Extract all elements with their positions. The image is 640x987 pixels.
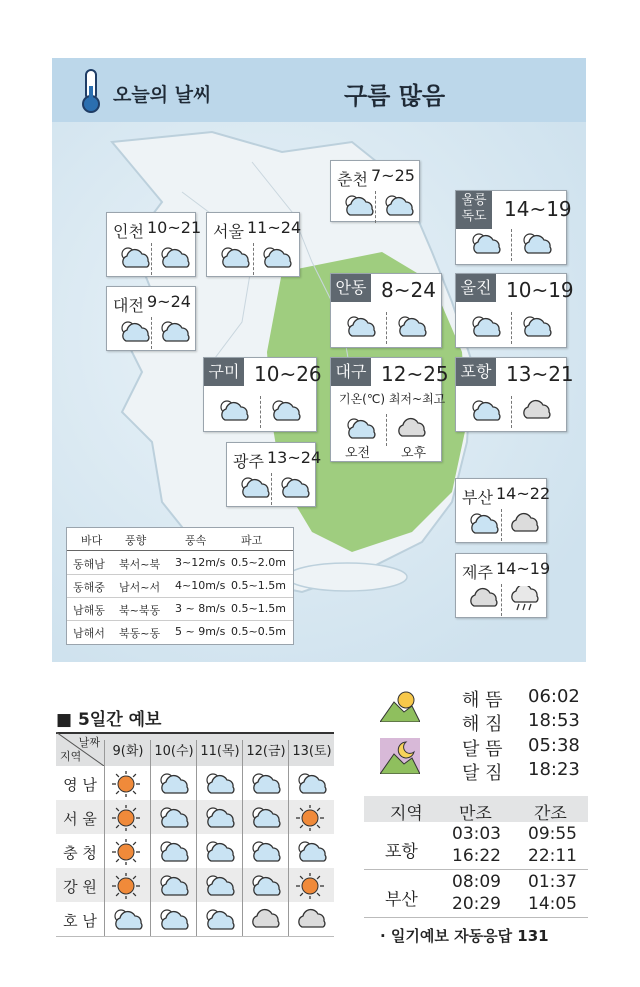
card-divider	[511, 312, 512, 344]
card-divider	[511, 229, 512, 261]
tide-high-2: 20:29	[452, 894, 501, 914]
city-temp: 14~22	[496, 484, 551, 503]
city-name: 안동	[331, 274, 371, 302]
partly-cloudy-icon	[395, 314, 431, 342]
partly-cloudy-icon	[157, 907, 193, 935]
auto-reply-info: · 일기예보 자동응답 131	[380, 927, 549, 945]
cloudy-icon	[520, 398, 554, 424]
partly-cloudy-icon	[203, 771, 239, 799]
weather-summary: 구름 많음	[344, 82, 446, 110]
partly-cloudy-icon	[157, 771, 193, 799]
partly-cloudy-icon	[295, 771, 331, 799]
partly-cloudy-icon	[203, 805, 239, 833]
wind-sea: 동해중	[73, 581, 105, 594]
partly-cloudy-icon	[520, 231, 556, 259]
city-name-line2: 독도	[461, 209, 487, 224]
partly-cloudy-icon	[469, 231, 505, 259]
sunny-icon	[295, 873, 325, 903]
partly-cloudy-icon	[344, 314, 380, 342]
city-temp: 8~24	[381, 278, 436, 302]
wind-speed: 4~10m/s	[175, 579, 226, 592]
partly-cloudy-icon	[520, 314, 556, 342]
partly-cloudy-icon	[269, 398, 305, 426]
city-card-3	[206, 212, 300, 277]
partly-cloudy-icon	[249, 873, 285, 901]
forecast-day: 12(금)	[242, 740, 289, 766]
card-divider	[511, 396, 512, 428]
wave-height: 0.5~2.0m	[231, 556, 286, 569]
cloudy-icon	[467, 586, 501, 612]
city-temp: 14~19	[496, 559, 551, 578]
partly-cloudy-icon	[238, 475, 274, 503]
city-temp: 11~24	[247, 218, 302, 237]
header-speed: 풍속	[185, 534, 207, 547]
partly-cloudy-icon	[249, 805, 285, 833]
card-divider	[501, 584, 502, 616]
sunny-icon	[111, 873, 141, 903]
city-temp: 13~24	[267, 448, 322, 467]
partly-cloudy-icon	[157, 839, 193, 867]
city-temp: 12~25	[381, 362, 449, 386]
wind-row	[67, 575, 293, 598]
city-temp: 14~19	[504, 197, 572, 221]
city-name: 부산	[462, 488, 493, 507]
corner-cell	[56, 732, 104, 766]
tide-high-2: 16:22	[452, 846, 501, 866]
partly-cloudy-icon	[158, 245, 194, 273]
astro-time: 05:38	[528, 735, 580, 756]
forecast-title: ■ 5일간 예보	[56, 710, 162, 730]
city-name: 춘천	[337, 170, 368, 189]
card-divider	[151, 243, 152, 275]
tide-region: 포항	[385, 842, 418, 862]
tide-divider	[364, 917, 588, 918]
wave-height: 0.5~1.5m	[231, 579, 286, 592]
partly-cloudy-icon	[260, 245, 296, 273]
forecast-region: 영 남	[63, 776, 97, 794]
am-label: 오전	[345, 446, 371, 461]
wind-direction: 북~북동	[119, 604, 161, 617]
sunny-icon	[111, 839, 141, 869]
header-sea: 바다	[81, 534, 103, 547]
forecast-day: 11(목)	[196, 740, 243, 766]
card-divider	[386, 312, 387, 344]
city-card-11	[455, 478, 551, 543]
city-name: 대구	[331, 358, 371, 386]
city-temp: 10~21	[147, 218, 202, 237]
partly-cloudy-icon	[382, 193, 418, 221]
city-card-5	[330, 273, 442, 348]
wind-direction: 남서~서	[119, 581, 161, 594]
city-name: 대전	[113, 296, 144, 315]
astro-time: 18:53	[528, 710, 580, 731]
tide-divider	[364, 869, 588, 870]
partly-cloudy-icon	[467, 511, 503, 539]
tide-low-2: 14:05	[528, 894, 577, 914]
astro-label: 해 짐	[462, 714, 503, 735]
astro-label: 달 짐	[462, 763, 503, 784]
partly-cloudy-icon	[342, 193, 378, 221]
thermometer-icon	[78, 68, 104, 114]
corner-region-label: 지역	[60, 750, 82, 763]
partly-cloudy-icon	[249, 771, 285, 799]
forecast-day: 10(수)	[150, 740, 197, 766]
cloudy-icon	[395, 416, 429, 442]
corner-date-label: 날짜	[78, 736, 100, 749]
tide-low-1: 09:55	[528, 824, 577, 844]
wind-sea: 동해남	[73, 558, 105, 571]
wave-height: 0.5~0.5m	[231, 625, 286, 638]
wind-direction: 북서~북	[119, 558, 161, 571]
city-card-10	[226, 442, 322, 507]
partly-cloudy-icon	[203, 873, 239, 901]
wave-height: 0.5~1.5m	[231, 602, 286, 615]
forecast-region: 서 울	[63, 810, 97, 828]
wind-sea: 남해서	[73, 627, 105, 640]
card-divider	[253, 243, 254, 275]
forecast-region: 강 원	[63, 878, 97, 896]
temp-legend-note: 기온(℃) 최저~최고	[339, 392, 446, 406]
partly-cloudy-icon	[157, 873, 193, 901]
forecast-region: 충 청	[63, 844, 97, 862]
partly-cloudy-icon	[158, 319, 194, 347]
tide-high-1: 03:03	[452, 824, 501, 844]
city-temp: 9~24	[147, 292, 191, 311]
partly-cloudy-icon	[118, 245, 154, 273]
tide-high-1: 08:09	[452, 872, 501, 892]
city-name: 울진	[456, 274, 496, 302]
wind-sea: 남해동	[73, 604, 105, 617]
tide-low-2: 22:11	[528, 846, 577, 866]
partly-cloudy-icon	[217, 398, 253, 426]
city-card-0	[330, 160, 420, 222]
city-card-12	[455, 553, 551, 618]
city-name: 포항	[456, 358, 496, 386]
astro-time: 18:23	[528, 759, 580, 780]
tide-low-1: 01:37	[528, 872, 577, 892]
city-temp: 10~26	[254, 362, 322, 386]
city-card-4	[106, 286, 196, 351]
sunny-icon	[111, 771, 141, 801]
cloudy-icon	[249, 907, 283, 933]
partly-cloudy-icon	[203, 907, 239, 935]
sunny-icon	[111, 805, 141, 835]
city-name: 구미	[204, 358, 244, 386]
wind-row	[67, 598, 293, 621]
partly-cloudy-icon	[344, 416, 380, 444]
card-divider	[501, 509, 502, 541]
card-divider	[260, 396, 261, 428]
card-divider	[151, 317, 152, 349]
wind-table-header	[67, 528, 293, 551]
partly-cloudy-icon	[469, 314, 505, 342]
city-name: 제주	[462, 563, 493, 582]
cloudy-icon	[295, 907, 329, 933]
jeju-island	[287, 563, 407, 591]
city-card-1	[455, 190, 572, 265]
card-divider	[375, 191, 376, 223]
partly-cloudy-icon	[218, 245, 254, 273]
astro-label: 해 뜸	[462, 690, 503, 711]
cloudy-icon	[508, 511, 542, 537]
wind-speed: 3~12m/s	[175, 556, 226, 569]
city-card-9	[455, 357, 574, 432]
city-card-2	[106, 212, 202, 277]
partly-cloudy-icon	[469, 398, 505, 426]
wind-speed: 3 ~ 8m/s	[175, 602, 226, 615]
card-divider	[271, 473, 272, 505]
tide-header-region: 지역	[390, 804, 423, 824]
wind-direction: 북동~동	[119, 627, 161, 640]
astro-label: 달 뜸	[462, 739, 503, 760]
city-name: 인천	[113, 222, 144, 241]
forecast-day: 13(토)	[288, 740, 335, 766]
city-temp: 13~21	[506, 362, 574, 386]
city-temp: 7~25	[371, 166, 415, 185]
partly-cloudy-icon	[111, 907, 147, 935]
sunny-icon	[295, 805, 325, 835]
tide-table-header	[364, 796, 588, 822]
header-direction: 풍향	[125, 534, 147, 547]
city-temp: 10~19	[506, 278, 574, 302]
wind-row	[67, 552, 293, 575]
tide-region: 부산	[385, 890, 418, 910]
partly-cloudy-icon	[295, 839, 331, 867]
card-divider	[386, 414, 387, 446]
city-card-7	[203, 357, 322, 432]
partly-cloudy-icon	[157, 805, 193, 833]
sunrise-sunset-icon	[380, 688, 420, 722]
partly-cloudy-icon	[249, 839, 285, 867]
pm-label: 오후	[401, 446, 427, 461]
page-title: 오늘의 날씨	[113, 84, 212, 106]
forecast-region: 호 남	[63, 912, 97, 930]
moonrise-moonset-icon	[380, 738, 420, 774]
partly-cloudy-icon	[203, 839, 239, 867]
tide-header-low: 간조	[534, 804, 567, 824]
city-card-8	[330, 357, 449, 462]
rain-icon	[508, 586, 542, 616]
city-name-line1: 울릉	[461, 193, 487, 208]
city-name: 광주	[233, 452, 264, 471]
forecast-day: 9(화)	[104, 740, 151, 766]
panel-header	[52, 58, 586, 122]
partly-cloudy-icon	[118, 319, 154, 347]
city-name: 서울	[213, 222, 244, 241]
wind-speed: 5 ~ 9m/s	[175, 625, 226, 638]
partly-cloudy-icon	[278, 475, 314, 503]
sea-wind-table	[66, 527, 294, 645]
wind-row	[67, 621, 293, 643]
astro-time: 06:02	[528, 686, 580, 707]
city-badge	[456, 191, 492, 229]
city-card-6	[455, 273, 574, 348]
tide-header-high: 만조	[459, 804, 492, 824]
header-wave: 파고	[241, 534, 263, 547]
